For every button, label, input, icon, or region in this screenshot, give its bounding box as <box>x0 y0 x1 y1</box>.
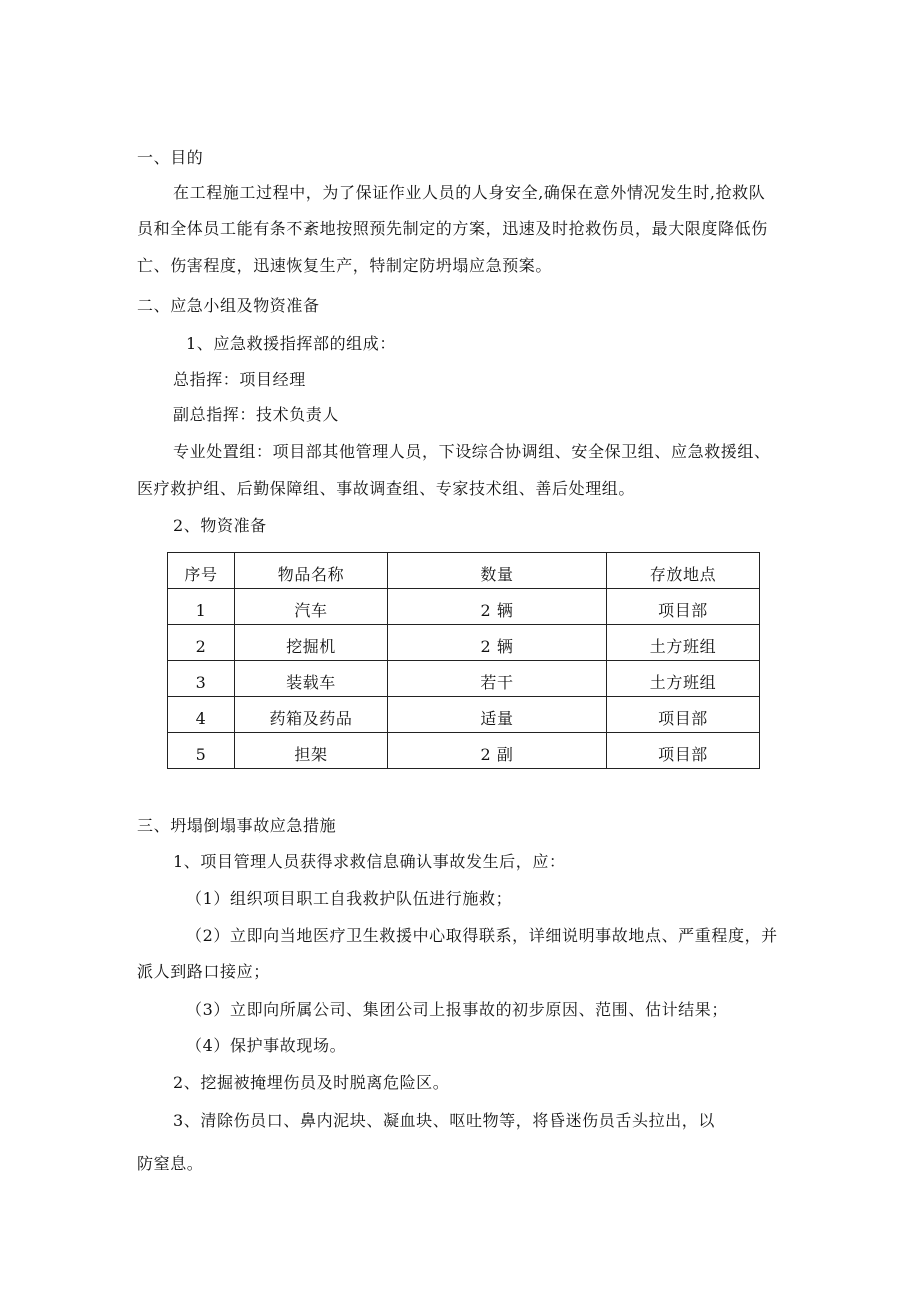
team-line-2: 医疗救护组、后勤保障组、事故调查组、专家技术组、善后处理组。 <box>137 479 636 498</box>
section1-heading: 一、目的 <box>137 148 204 167</box>
deputy-line: 副总指挥：技术负责人 <box>173 405 340 424</box>
cell-item-name: 装载车 <box>235 661 388 697</box>
cell-location: 土方班组 <box>607 625 760 661</box>
section1-para-line-3: 亡、伤害程度，迅速恢复生产，特制定防坍塌应急预案。 <box>137 256 553 275</box>
header-item-name: 物品名称 <box>235 553 388 589</box>
section3-item2: 2、挖掘被掩埋伤员及时脱离危险区。 <box>173 1073 450 1092</box>
cell-item-name: 汽车 <box>235 589 388 625</box>
section3-item3-line-1: 3、清除伤员口、鼻内泥块、凝血块、呕吐物等，将昏迷伤员舌头拉出，以 <box>173 1111 715 1130</box>
step2-line-2: 派人到路口接应； <box>137 962 270 981</box>
table-row <box>168 697 760 733</box>
step2-line-1: （2）立即向当地医疗卫生救援中心取得联系，详细说明事故地点、严重程度，并 <box>186 926 778 945</box>
cell-index: 4 <box>168 697 235 733</box>
cell-quantity: 2 辆 <box>388 589 607 625</box>
section2-sub1: 1、应急救援指挥部的组成： <box>186 334 396 353</box>
section3-item3-line-2: 防窒息。 <box>137 1154 204 1173</box>
step4: （4）保护事故现场。 <box>186 1036 347 1055</box>
table-row <box>168 661 760 697</box>
cell-location: 土方班组 <box>607 661 760 697</box>
section2-heading: 二、应急小组及物资准备 <box>137 296 320 315</box>
cell-item-name: 挖掘机 <box>235 625 388 661</box>
cell-index: 2 <box>168 625 235 661</box>
step1: （1）组织项目职工自我救护队伍进行施救； <box>186 889 513 908</box>
commander-line: 总指挥：项目经理 <box>173 370 306 389</box>
team-line-1: 专业处置组：项目部其他管理人员，下设综合协调组、安全保卫组、应急救援组、 <box>173 442 771 461</box>
table-row <box>168 589 760 625</box>
cell-quantity: 2 辆 <box>388 625 607 661</box>
section2-sub2: 2、物资准备 <box>173 516 267 535</box>
section3-item1: 1、项目管理人员获得求救信息确认事故发生后，应： <box>173 852 566 871</box>
step3: （3）立即向所属公司、集团公司上报事故的初步原因、范围、估计结果； <box>186 1000 728 1019</box>
cell-index: 1 <box>168 589 235 625</box>
cell-location: 项目部 <box>607 589 760 625</box>
materials-table <box>167 552 760 769</box>
cell-item-name: 担架 <box>235 733 388 769</box>
section1-para-line-2: 员和全体员工能有条不紊地按照预先制定的方案，迅速及时抢救伤员，最大限度降低伤 <box>137 219 768 238</box>
cell-location: 项目部 <box>607 733 760 769</box>
table-row <box>168 733 760 769</box>
cell-quantity: 2 副 <box>388 733 607 769</box>
header-location: 存放地点 <box>607 553 760 589</box>
table-header-row <box>168 553 760 589</box>
cell-index: 5 <box>168 733 235 769</box>
section1-para-line-1: 在工程施工过程中，为了保证作业人员的人身安全,确保在意外情况发生时,抢救队 <box>173 183 766 202</box>
cell-quantity: 适量 <box>388 697 607 733</box>
cell-item-name: 药箱及药品 <box>235 697 388 733</box>
header-quantity: 数量 <box>388 553 607 589</box>
header-index: 序号 <box>168 553 235 589</box>
section3-heading: 三、坍塌倒塌事故应急措施 <box>137 816 337 835</box>
cell-index: 3 <box>168 661 235 697</box>
cell-location: 项目部 <box>607 697 760 733</box>
table-row <box>168 625 760 661</box>
cell-quantity: 若干 <box>388 661 607 697</box>
